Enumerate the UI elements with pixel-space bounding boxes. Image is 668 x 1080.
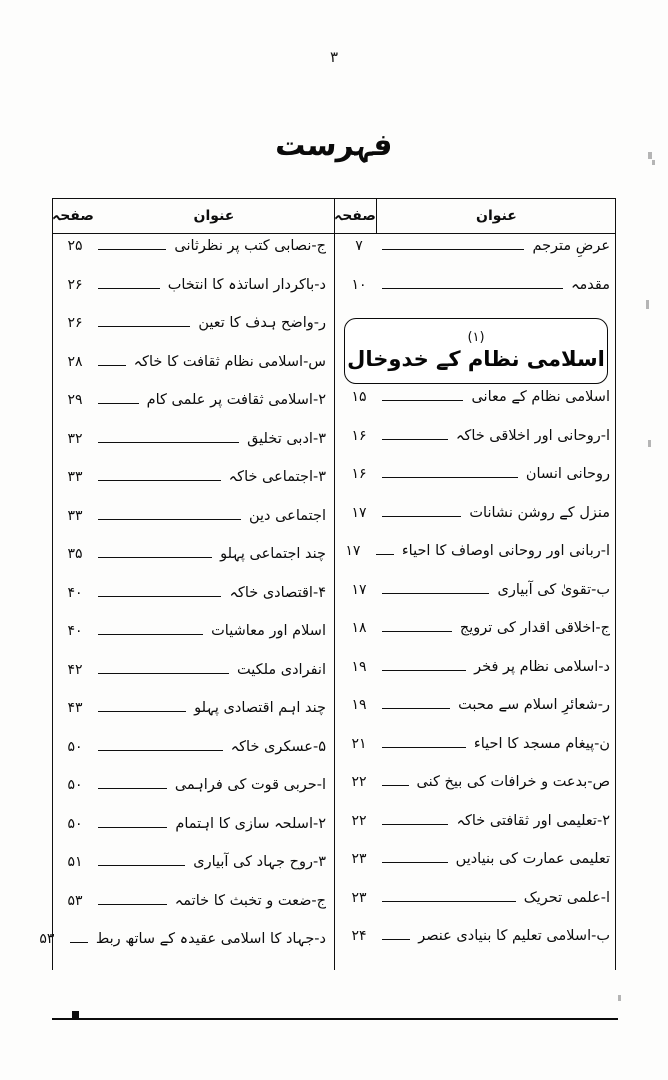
entry-title: ن-پیغام مسجد کا احیاء bbox=[473, 735, 610, 752]
entry-title: عرضِ مترجم bbox=[532, 238, 610, 254]
leader-line bbox=[98, 864, 185, 866]
entry-page: ۵۳ bbox=[67, 892, 83, 909]
entry-page: ۳۵ bbox=[67, 546, 83, 562]
entry-page: ۵۱ bbox=[67, 854, 83, 870]
entry-page: ۵۳ bbox=[39, 931, 55, 947]
entry-title: منزل کے روشن نشانات bbox=[469, 504, 610, 521]
page-title: فہرست bbox=[274, 128, 394, 163]
entry-title: ص-بدعت و خرافات کی بیخ کنی bbox=[416, 774, 610, 790]
entry-title: ۳-اجتماعی خاکہ bbox=[228, 469, 326, 485]
list-item[interactable] bbox=[52, 277, 332, 316]
list-item[interactable] bbox=[52, 546, 332, 585]
toc-right-column bbox=[334, 234, 616, 970]
list-item[interactable] bbox=[336, 466, 616, 505]
leader-line bbox=[98, 248, 166, 250]
leader-line bbox=[382, 248, 524, 250]
entry-title: انفرادی ملکیت bbox=[236, 661, 326, 678]
entry-page: ۳۲ bbox=[67, 430, 83, 447]
entry-page: ۱۸ bbox=[351, 620, 367, 636]
list-item[interactable] bbox=[52, 739, 332, 778]
entry-page: ۳۳ bbox=[67, 469, 83, 485]
entry-page: ۱۷ bbox=[351, 581, 367, 598]
leader-line bbox=[98, 826, 167, 828]
list-item[interactable] bbox=[336, 389, 616, 428]
scan-speck bbox=[646, 300, 649, 309]
entry-title: ا-حربی قوت کی فراہمی bbox=[174, 777, 326, 793]
leader-line bbox=[98, 710, 186, 712]
folio-number: ۳ bbox=[329, 48, 339, 66]
leader-line bbox=[382, 515, 461, 517]
list-item[interactable] bbox=[52, 469, 332, 508]
entry-title: ۳-ادبی تخلیق bbox=[247, 430, 326, 447]
list-item[interactable] bbox=[336, 277, 616, 316]
list-item[interactable] bbox=[52, 893, 332, 932]
list-item[interactable] bbox=[52, 700, 332, 739]
entry-title: ب-اسلامی تعلیم کا بنیادی عنصر bbox=[418, 928, 610, 944]
right-column-entries bbox=[334, 234, 616, 967]
entry-page: ۴۳ bbox=[67, 700, 83, 716]
leader-line bbox=[382, 784, 409, 786]
entry-page: ۲۶ bbox=[67, 276, 83, 293]
leader-line bbox=[382, 592, 489, 594]
entry-page: ۲۹ bbox=[67, 392, 83, 408]
leader-line bbox=[98, 903, 167, 905]
toc-right-column-header bbox=[334, 199, 616, 233]
entry-title: ۵-عسکری خاکہ bbox=[230, 738, 326, 755]
leader-line bbox=[382, 938, 410, 940]
entry-page: ۱۹ bbox=[351, 658, 367, 675]
section-number: (۱) bbox=[467, 330, 485, 345]
entry-title: اسلام اور معاشیات bbox=[211, 623, 326, 639]
entry-page: ۲۵ bbox=[67, 238, 83, 254]
section-heading-box bbox=[344, 318, 608, 384]
entry-page: ۱۵ bbox=[351, 389, 367, 405]
list-item[interactable] bbox=[336, 505, 616, 544]
entry-page: ۲۳ bbox=[351, 889, 367, 906]
entry-page: ۱۰ bbox=[351, 276, 367, 293]
entry-page: ۲۶ bbox=[67, 315, 83, 331]
header-title-right: عنوان bbox=[476, 208, 517, 224]
entry-title: ج-اخلاقی اقدار کی ترویج bbox=[459, 620, 610, 636]
header-title-left: عنوان bbox=[193, 208, 235, 224]
entry-title: ج-نصابی کتب پر نظرثانی bbox=[174, 238, 326, 254]
entry-title: روحانی انسان bbox=[525, 466, 610, 482]
leader-line bbox=[382, 476, 518, 478]
entry-page: ۲۳ bbox=[351, 851, 367, 867]
list-item[interactable] bbox=[336, 928, 616, 967]
section-title: اسلامی نظام کے خدوخال bbox=[347, 347, 605, 371]
header-page-right: صفحہ bbox=[334, 199, 377, 233]
list-item[interactable] bbox=[336, 697, 616, 736]
leader-line bbox=[382, 399, 463, 401]
leader-line bbox=[376, 553, 394, 555]
entry-title: ۲-اسلامی ثقافت پر علمی کام bbox=[146, 392, 326, 408]
entry-page: ۱۶ bbox=[351, 427, 367, 444]
entry-page: ۳۳ bbox=[67, 507, 83, 524]
leader-line bbox=[382, 746, 466, 748]
toc-left-column bbox=[39, 234, 334, 970]
entry-page: ۱۷ bbox=[345, 543, 361, 559]
entry-title: ۲-اسلحہ سازی کا اہتمام bbox=[175, 815, 326, 832]
toc-header-row bbox=[52, 199, 616, 234]
entry-page: ۴۰ bbox=[67, 623, 83, 639]
list-item[interactable] bbox=[52, 315, 332, 354]
entry-page: ۲۱ bbox=[351, 735, 367, 752]
list-item[interactable] bbox=[336, 851, 616, 890]
entry-title: ا-روحانی اور اخلاقی خاکہ bbox=[455, 427, 610, 444]
leader-line bbox=[98, 287, 160, 289]
leader-line bbox=[98, 556, 212, 558]
border-right bbox=[615, 199, 616, 233]
list-item[interactable] bbox=[336, 238, 616, 277]
list-item[interactable] bbox=[52, 238, 332, 277]
entry-page: ۴۲ bbox=[67, 661, 83, 678]
leader-line bbox=[382, 669, 466, 671]
leader-line bbox=[98, 518, 241, 520]
list-item[interactable] bbox=[336, 582, 616, 621]
list-item[interactable] bbox=[336, 813, 616, 852]
list-item[interactable] bbox=[336, 428, 616, 467]
entry-page: ۲۲ bbox=[351, 774, 367, 790]
list-item[interactable] bbox=[52, 354, 332, 393]
entry-page: ۵۰ bbox=[67, 815, 83, 832]
list-item[interactable] bbox=[52, 392, 332, 431]
entry-title: د-باکردار اساتذہ کا انتخاب bbox=[167, 276, 326, 293]
entry-page: ۱۶ bbox=[351, 466, 367, 482]
list-item[interactable] bbox=[52, 623, 332, 662]
scan-speck bbox=[648, 152, 652, 159]
entry-title: ر-شعائرِ اسلام سے محبت bbox=[458, 697, 610, 713]
entry-title: چند اہم اقتصادی پہلو bbox=[194, 700, 326, 716]
entry-page: ۱۷ bbox=[351, 504, 367, 521]
list-item[interactable] bbox=[336, 736, 616, 775]
entry-title: ۴-اقتصادی خاکہ bbox=[229, 584, 326, 601]
toc-body-row bbox=[39, 234, 616, 970]
border-right-body bbox=[615, 234, 616, 970]
entry-page: ۷ bbox=[355, 238, 363, 254]
bottom-rule bbox=[52, 1018, 618, 1020]
list-item[interactable] bbox=[336, 620, 616, 659]
table-of-contents bbox=[39, 198, 616, 970]
leader-line bbox=[98, 441, 239, 443]
toc-left-column-header bbox=[52, 199, 334, 233]
entry-title: ا-ربانی اور روحانی اوصاف کا احیاء bbox=[401, 543, 610, 559]
entry-title: اجتماعی دین bbox=[248, 507, 326, 524]
entry-page: ۲۴ bbox=[351, 928, 367, 944]
list-item[interactable] bbox=[52, 816, 332, 855]
list-item[interactable] bbox=[336, 890, 616, 929]
entry-title: ر-واضح ہدف کا تعین bbox=[198, 315, 326, 331]
entry-title: ج-ضعت و تخبث کا خاتمہ bbox=[174, 892, 326, 909]
scan-speck bbox=[648, 440, 651, 447]
entry-page: ۴۰ bbox=[67, 584, 83, 601]
entry-title: تعلیمی عمارت کی بنیادیں bbox=[455, 851, 610, 867]
list-item[interactable] bbox=[39, 931, 332, 970]
list-item[interactable] bbox=[336, 659, 616, 698]
entry-title: د-جہاد کا اسلامی عقیدہ کے ساتھ ربط bbox=[95, 931, 326, 947]
list-item[interactable] bbox=[336, 543, 616, 582]
list-item[interactable] bbox=[336, 774, 616, 813]
border-left bbox=[52, 199, 53, 233]
scan-speck bbox=[652, 160, 655, 165]
leader-line bbox=[98, 633, 203, 635]
list-item[interactable] bbox=[52, 431, 332, 470]
leader-line bbox=[70, 941, 88, 943]
entry-title: چند اجتماعی پہلو bbox=[220, 546, 326, 562]
entry-page: ۲۲ bbox=[351, 812, 367, 829]
leader-line bbox=[98, 402, 139, 404]
list-item[interactable] bbox=[52, 662, 332, 701]
scan-speck bbox=[618, 995, 621, 1001]
list-item[interactable] bbox=[52, 508, 332, 547]
entry-title: اسلامی نظام کے معانی bbox=[471, 389, 610, 405]
leader-line bbox=[98, 749, 223, 751]
leader-line bbox=[98, 479, 221, 481]
entry-page: ۵۰ bbox=[67, 738, 83, 755]
leader-line bbox=[382, 438, 448, 440]
entry-page: ۵۰ bbox=[67, 777, 83, 793]
entry-title: ب-تقویٰ کی آبیاری bbox=[497, 581, 610, 598]
leader-line bbox=[382, 287, 563, 289]
leader-line bbox=[98, 595, 221, 597]
entry-title: مقدمہ bbox=[571, 276, 610, 293]
leader-line bbox=[98, 325, 190, 327]
border-center bbox=[334, 199, 335, 233]
leader-line bbox=[382, 861, 448, 863]
left-column-entries bbox=[39, 234, 334, 970]
border-center-body bbox=[334, 234, 335, 970]
leader-line bbox=[98, 672, 229, 674]
leader-line bbox=[98, 787, 167, 789]
entry-title: ۲-تعلیمی اور ثقافتی خاکہ bbox=[456, 812, 610, 829]
list-item[interactable] bbox=[52, 854, 332, 893]
entry-title: د-اسلامی نظام پر فخر bbox=[474, 658, 610, 675]
leader-line bbox=[382, 823, 448, 825]
entry-page: ۲۸ bbox=[67, 353, 83, 370]
list-item[interactable] bbox=[52, 777, 332, 816]
entry-page: ۱۹ bbox=[351, 697, 367, 713]
header-page-left: صفحہ bbox=[52, 208, 94, 224]
list-item[interactable] bbox=[52, 585, 332, 624]
leader-line bbox=[382, 900, 516, 902]
entry-title: ا-علمی تحریک bbox=[523, 889, 610, 906]
entry-title: س-اسلامی نظام ثقافت کا خاکہ bbox=[133, 353, 326, 370]
entry-title: ۳-روح جہاد کی آبیاری bbox=[193, 854, 326, 870]
leader-line bbox=[382, 630, 452, 632]
border-left-body bbox=[52, 234, 53, 970]
leader-line bbox=[98, 364, 126, 366]
leader-line bbox=[382, 707, 450, 709]
